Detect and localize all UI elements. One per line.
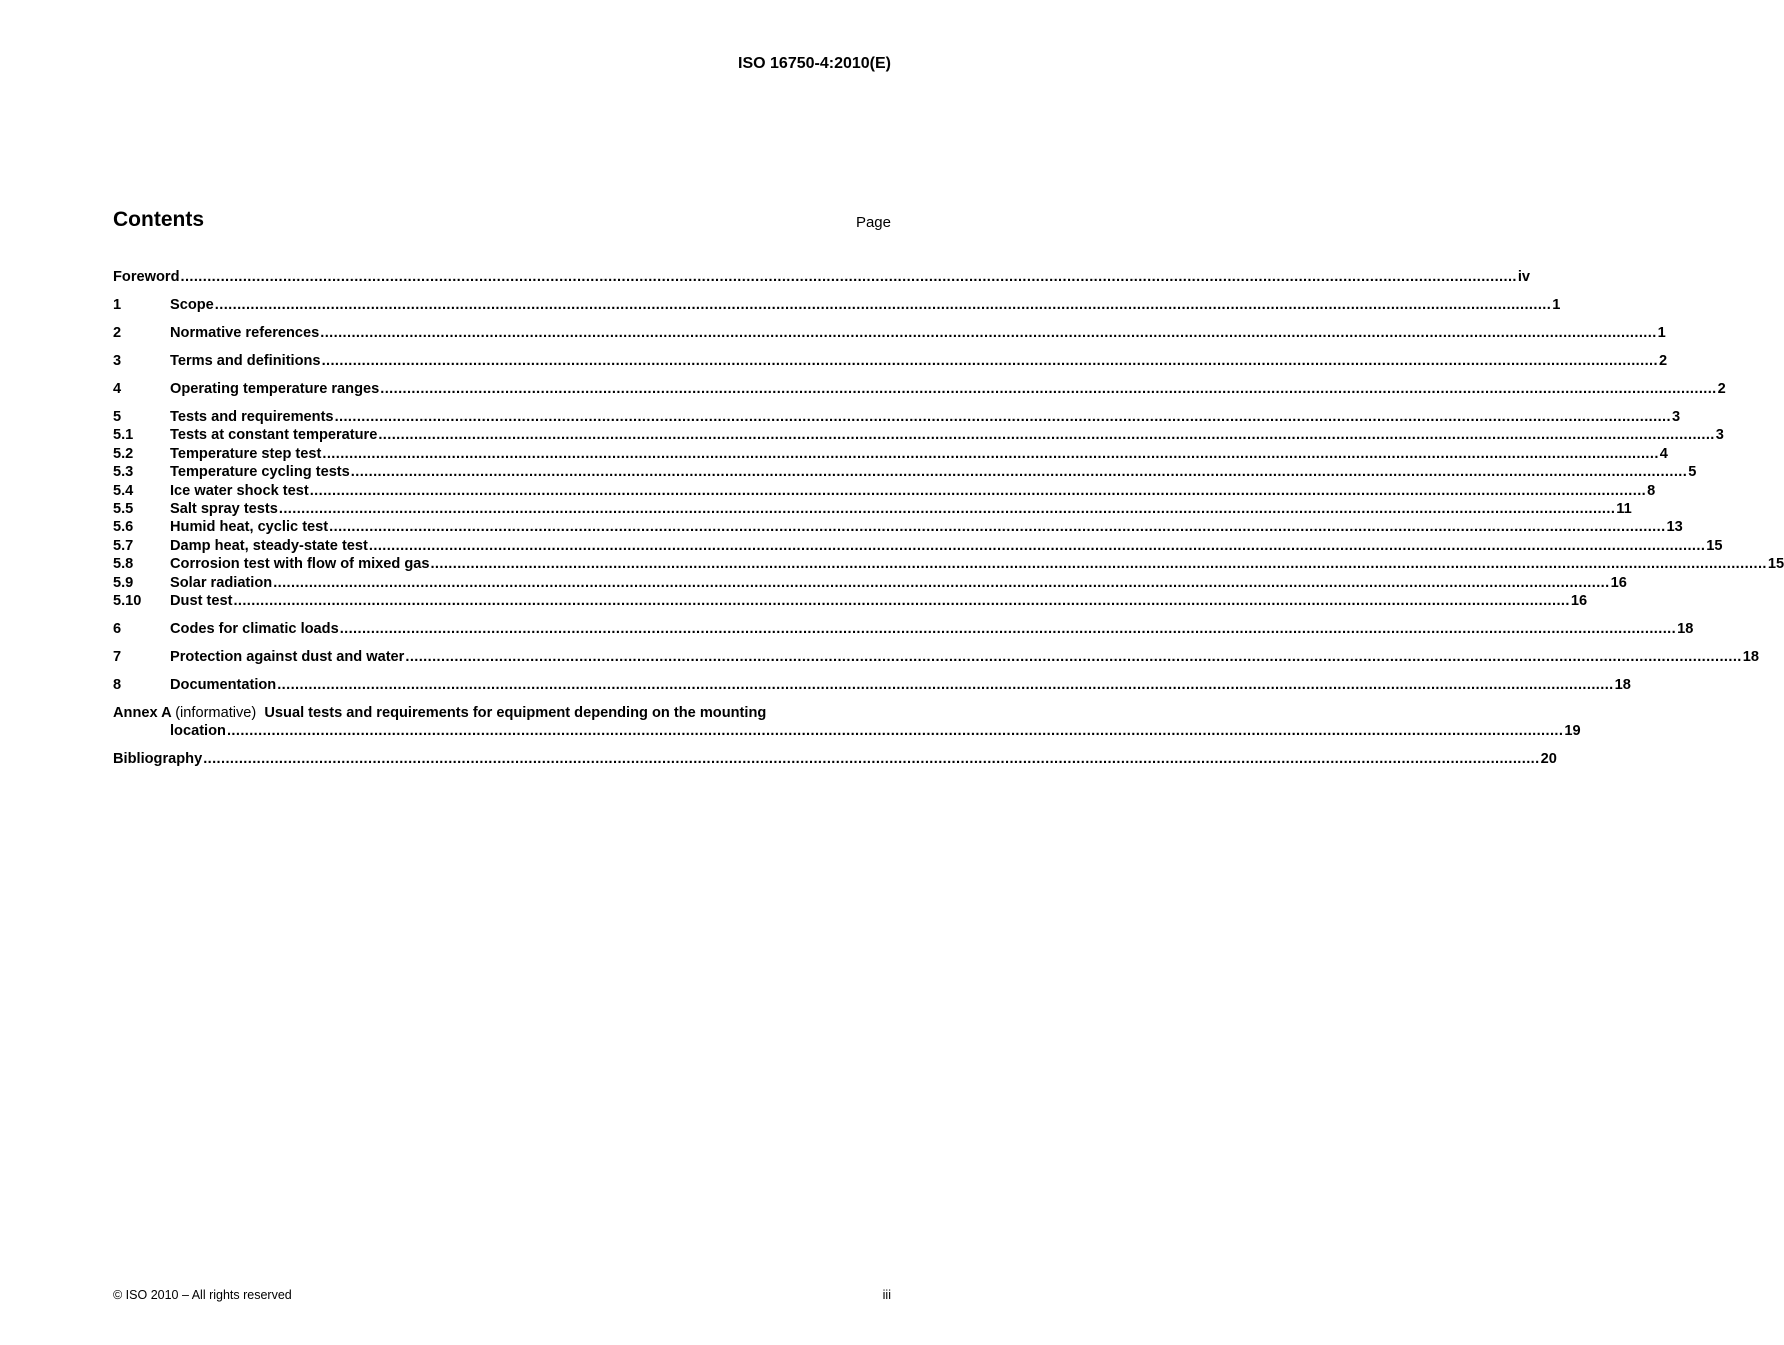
dot-leader: ............................................................................................................................................................................................................................................................................................................ <box>380 381 1717 397</box>
dot-leader: ............................................................................................................................................................................................................................................................................................................ <box>378 427 1715 444</box>
annex-title-line2: location <box>170 723 226 740</box>
dot-leader: ............................................................................................................................................................................................................................................................................................................ <box>273 574 1610 591</box>
dot-leader: ............................................................................................................................................................................................................................................................................................................ <box>368 537 1706 554</box>
toc-entry-title: Solar radiation <box>170 574 273 591</box>
toc-entry-title: Tests and requirements <box>170 409 334 425</box>
toc-entry-5-7[interactable] <box>113 537 1723 555</box>
toc-entry-5-1[interactable] <box>113 426 1724 444</box>
toc-entry-5-10[interactable] <box>113 592 1588 610</box>
toc-entry-title: Salt spray tests <box>170 501 278 518</box>
toc-entry-page: 15 <box>1767 556 1784 573</box>
toc-entry-number: 7 <box>113 649 122 666</box>
toc-entry-title: Terms and definitions <box>170 353 321 369</box>
toc-entry-page: 2 <box>1658 353 1668 369</box>
toc-entry-8[interactable] <box>113 676 1631 694</box>
toc-entry-5[interactable] <box>113 408 1681 426</box>
toc-entry-title: Codes for climatic loads <box>170 621 339 638</box>
toc-entry-title: Foreword <box>113 269 180 285</box>
toc-entry-page: 1 <box>1552 297 1561 313</box>
toc-entry-number: 5.2 <box>113 445 134 462</box>
annex-label: Annex A <box>113 705 172 722</box>
toc-entry-1[interactable] <box>113 296 1561 314</box>
dot-leader: ............................................................................................................................................................................................................................................................................................................ <box>329 519 1666 536</box>
toc-entry-page: 8 <box>1647 482 1656 499</box>
toc-entry-title: Documentation <box>170 677 277 694</box>
toc-entry-page: 15 <box>1706 537 1723 554</box>
dot-leader: ............................................................................................................................................................................................................................................................................................................ <box>320 325 1657 341</box>
toc-entry-title: Ice water shock test <box>170 482 309 499</box>
toc-entry-number: 5.4 <box>113 482 134 499</box>
toc-entry-foreword[interactable] <box>113 268 1531 286</box>
toc-entry-page: 3 <box>1671 409 1681 425</box>
toc-entry-page: 18 <box>1742 649 1759 666</box>
dot-leader: ............................................................................................................................................................................................................................................................................................................ <box>430 556 1767 573</box>
dot-leader: ............................................................................................................................................................................................................................................................................................................ <box>321 353 1658 369</box>
toc-entry-number: 5.1 <box>113 427 134 444</box>
annex-page: 19 <box>1564 723 1581 740</box>
dot-leader: ............................................................................................................................................................................................................................................................................................................ <box>226 723 1564 740</box>
toc-entry-title: Dust test <box>170 593 233 610</box>
toc-entry-7[interactable] <box>113 648 1759 666</box>
toc-entry-title: Corrosion test with flow of mixed gas <box>170 556 430 573</box>
toc-entry-5-5[interactable] <box>113 500 1632 518</box>
dot-leader: ............................................................................................................................................................................................................................................................................................................ <box>405 649 1742 666</box>
dot-leader: ............................................................................................................................................................................................................................................................................................................ <box>278 501 1616 518</box>
toc-entry-number: 3 <box>113 353 122 369</box>
toc-entry-page: 5 <box>1688 464 1697 481</box>
dot-leader: ............................................................................................................................................................................................................................................................................................................ <box>203 751 1540 768</box>
toc-entry-number: 4 <box>113 381 122 397</box>
toc-entry-page: 16 <box>1610 574 1627 591</box>
toc-entry-title: Temperature cycling tests <box>170 464 350 481</box>
contents-heading: Contents <box>113 208 204 231</box>
toc-entry-page: 16 <box>1570 593 1588 610</box>
toc-entry-page: 1 <box>1657 325 1666 341</box>
toc-entry-5-6[interactable] <box>113 518 1683 536</box>
toc-entry-5-9[interactable] <box>113 574 1627 592</box>
dot-leader: ............................................................................................................................................................................................................................................................................................................ <box>339 621 1677 638</box>
toc-entry-title: Normative references <box>170 325 320 341</box>
toc-entry-title: Bibliography <box>113 751 203 768</box>
table-of-contents <box>113 268 1784 769</box>
toc-entry-page: 3 <box>1715 427 1724 444</box>
toc-entry-page: 2 <box>1717 381 1726 397</box>
toc-entry-number: 5 <box>113 409 122 425</box>
toc-entry-number: 5.6 <box>113 519 134 536</box>
toc-entry-5-4[interactable] <box>113 482 1656 500</box>
toc-entry-title: Humid heat, cyclic test <box>170 519 329 536</box>
toc-entry-page: 4 <box>1659 445 1668 462</box>
toc-entry-5-8[interactable] <box>113 555 1784 573</box>
toc-entry-title: Damp heat, steady-state test <box>170 537 368 554</box>
copyright-notice: © ISO 2010 – All rights reserved <box>113 1288 292 1302</box>
page-column-label: Page <box>855 214 891 231</box>
dot-leader: ............................................................................................................................................................................................................................................................................................................ <box>180 269 1517 285</box>
annex-title-line1: Usual tests and requirements for equipment depending on the mounting <box>264 705 767 722</box>
toc-entry-number: 8 <box>113 677 122 694</box>
annex-heading-line <box>113 704 891 722</box>
toc-entry-number: 5.9 <box>113 574 134 591</box>
toc-entry-number: 5.3 <box>113 464 134 481</box>
toc-entry-page: 18 <box>1614 677 1631 694</box>
document-id: ISO 16750-4:2010(E) <box>738 55 891 72</box>
dot-leader: ............................................................................................................................................................................................................................................................................................................ <box>309 482 1647 499</box>
toc-entry-page: 13 <box>1666 519 1683 536</box>
dot-leader: ............................................................................................................................................................................................................................................................................................................ <box>322 445 1659 462</box>
dot-leader: ............................................................................................................................................................................................................................................................................................................ <box>350 464 1688 481</box>
toc-entry-number: 2 <box>113 325 122 341</box>
toc-entry-page: 20 <box>1540 751 1557 768</box>
toc-entry-6[interactable] <box>113 620 1694 638</box>
toc-entry-title: Operating temperature ranges <box>170 381 380 397</box>
toc-entry-number: 5.8 <box>113 556 134 573</box>
toc-entry-number: 5.7 <box>113 537 134 554</box>
annex-qualifier: (informative) <box>175 705 257 722</box>
annex-continuation-line <box>113 722 1581 740</box>
toc-entry-3[interactable] <box>113 352 1668 370</box>
toc-entry-5-2[interactable] <box>113 445 1668 463</box>
dot-leader: ............................................................................................................................................................................................................................................................................................................ <box>233 593 1570 610</box>
toc-entry-annex-a[interactable] <box>113 704 1581 741</box>
toc-entry-bibliography[interactable] <box>113 750 1557 768</box>
toc-entry-number: 5.5 <box>113 501 134 518</box>
toc-entry-4[interactable] <box>113 380 1726 398</box>
page-number: iii <box>882 1288 891 1302</box>
toc-entry-title: Scope <box>170 297 214 313</box>
dot-leader: ............................................................................................................................................................................................................................................................................................................ <box>277 677 1614 694</box>
toc-entry-page: 18 <box>1677 621 1694 638</box>
dot-leader: ............................................................................................................................................................................................................................................................................................................ <box>334 409 1671 425</box>
toc-entry-5-3[interactable] <box>113 463 1697 481</box>
toc-entry-2[interactable] <box>113 324 1666 342</box>
toc-entry-number: 1 <box>113 297 122 313</box>
toc-entry-title: Temperature step test <box>170 445 322 462</box>
toc-entry-title: Protection against dust and water <box>170 649 405 666</box>
toc-entry-page: 11 <box>1616 501 1632 518</box>
toc-entry-number: 5.10 <box>113 593 142 610</box>
toc-entry-title: Tests at constant temperature <box>170 427 378 444</box>
toc-entry-page: iv <box>1517 269 1531 285</box>
dot-leader: ............................................................................................................................................................................................................................................................................................................ <box>214 297 1552 313</box>
toc-entry-number: 6 <box>113 621 122 638</box>
